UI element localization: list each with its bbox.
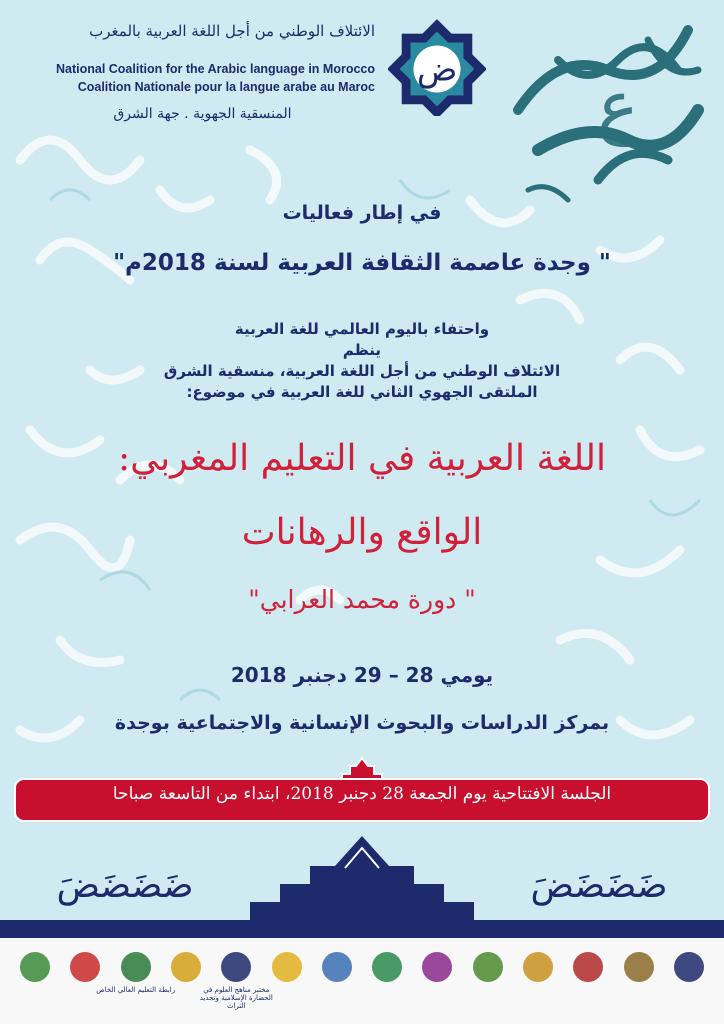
partner-12-logo [573,952,603,982]
organizer-line: الائتلاف الوطني من أجل اللغة العربية، منسقية الشرق [163,362,561,380]
celebration-line: واحتفاء باليوم العالمي للغة العربية [234,320,490,338]
opening-session-text: الجلسة الافتتاحية يوم الجمعة 28 دجنبر 2018، ابتداء من التاسعة صباحا [112,784,612,804]
partner-14-logo [674,952,704,982]
partner-5-logo [221,952,251,982]
calligraphy-decoration [498,0,724,222]
event-dates: يومي 28 – 29 دجنبر 2018 [230,663,494,687]
organizes-line: ينظم [342,341,382,359]
decorative-letters-right: ضَضَضَضَ [530,865,668,906]
partner-5-caption: مختبر مناهج العلوم في الحضارة الإسلامية وتجديد التراث [199,986,273,1010]
occasion-line: " وجدة عاصمة الثقافة العربية لسنة 2018م" [113,250,611,276]
partner-9-logo [422,952,452,982]
regional-coordination: المنسقية الجهوية . جهة الشرق [113,106,292,122]
event-title: اللغة العربية في التعليم المغربي: [117,438,607,479]
logo-letter: ض [416,49,458,89]
coalition-arabic-name: الائتلاف الوطني من أجل اللغة العربية بالمغرب [89,22,375,40]
calligraphy-letter: ع [597,65,639,147]
partners-footer [0,938,724,1024]
partner-13-logo [624,952,654,982]
event-subtitle: الواقع والرهانات [241,512,483,553]
partner-7-logo [322,952,352,982]
partner-6-logo [272,952,302,982]
coalition-logo [388,18,486,116]
partner-3-logo [121,952,151,982]
partner-11-logo [523,952,553,982]
session-name: " دورة محمد العرابي" [248,585,476,614]
forum-line: الملتقى الجهوي الثاني للغة العربية في موضوع: [186,383,538,401]
partner-3-caption: رابطة التعليم العالي الخاص [96,986,176,994]
decorative-letters-left: ضَضَضَضَ [56,865,194,906]
coalition-french-name: Coalition Nationale pour la langue arabe au Maroc [77,80,375,94]
partner-2-logo [70,952,100,982]
intro-line: في إطار فعاليات [282,202,442,224]
event-venue: بمركز الدراسات والبحوث الإنسانية والاجتماعية بوجدة [114,712,610,734]
partner-8-logo [372,952,402,982]
partner-4-logo [171,952,201,982]
partner-10-logo [473,952,503,982]
partner-1-logo [20,952,50,982]
coalition-english-name: National Coalition for the Arabic language in Morocco [55,62,375,76]
